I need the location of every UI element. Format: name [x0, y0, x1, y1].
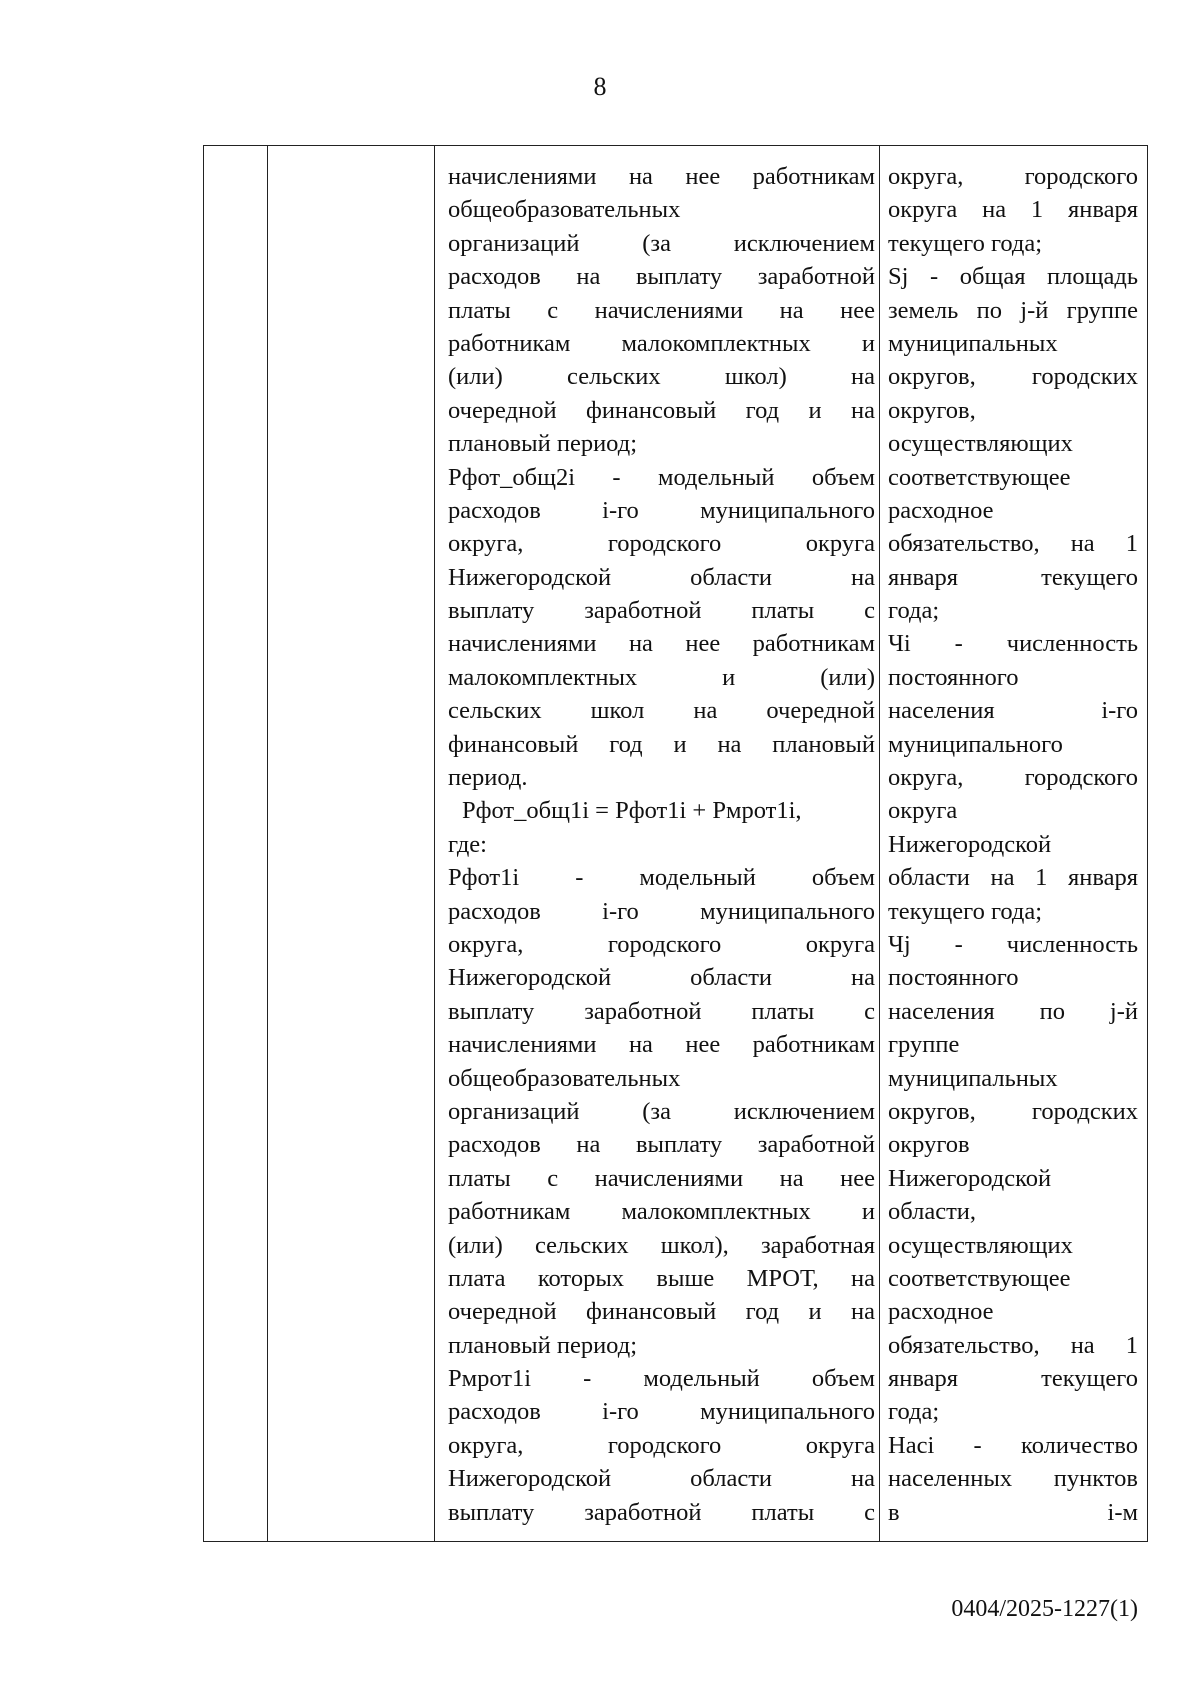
- text-line: Рфот_общ2i - модельный объем: [448, 463, 875, 491]
- text-line: земель по j-й группе: [888, 296, 1138, 324]
- text-line: малокомплектных и (или): [448, 663, 875, 691]
- text-line: текущего года;: [888, 229, 1043, 257]
- text-line: Нижегородской: [888, 830, 1052, 858]
- document-table: [203, 145, 1148, 1542]
- text-line: финансовый год и на плановый: [448, 730, 875, 758]
- text-line: осуществляющих: [888, 430, 1073, 458]
- text-line: округа, городского округа: [448, 1431, 875, 1459]
- text-line: расходов на выплату заработной: [448, 263, 875, 291]
- text-line: расходов на выплату заработной: [448, 1131, 875, 1159]
- text-line: (или) сельских школ), заработная: [448, 1231, 875, 1259]
- formula-description-column: [448, 160, 875, 1529]
- text-line: Нижегородской: [888, 1164, 1052, 1192]
- variable-definitions-column: [888, 160, 1138, 1529]
- text-line: выплату заработной платы с: [448, 597, 875, 625]
- text-line: работникам малокомплектных и: [448, 1198, 875, 1226]
- text-line: Чj - численность: [888, 930, 1138, 958]
- text-line: округов, городских: [888, 1097, 1138, 1125]
- text-line: общеобразовательных: [448, 1064, 681, 1092]
- text-line: текущего года;: [888, 897, 1043, 925]
- text-line: муниципальных: [888, 1064, 1058, 1092]
- column-divider-2: [434, 146, 435, 1541]
- text-line: округов: [888, 1131, 970, 1159]
- text-line: сельских школ на очередной: [448, 697, 875, 725]
- text-line: выплату заработной платы с: [448, 997, 875, 1025]
- text-line: января текущего: [888, 563, 1138, 591]
- text-line: соответствующее: [888, 463, 1071, 491]
- text-line: (или) сельских школ) на: [448, 363, 875, 391]
- text-line: Sj - общая площадь: [888, 263, 1138, 291]
- text-line: плановый период;: [448, 1331, 638, 1359]
- text-line: организаций (за исключением: [448, 229, 875, 257]
- text-line: Рфот_общ1i = Рфот1i + Рмрот1i,: [462, 797, 802, 825]
- page-number: 8: [593, 72, 607, 101]
- text-line: округа, городского округа: [448, 930, 875, 958]
- text-line: соответствующее: [888, 1264, 1071, 1292]
- text-line: Нижегородской области на: [448, 964, 875, 992]
- document-code: 0404/2025-1227(1): [951, 1596, 1138, 1622]
- text-line: округа, городского округа: [448, 530, 875, 558]
- text-line: где:: [448, 830, 487, 858]
- text-line: расходов i-го муниципального: [448, 496, 875, 524]
- text-line: округа: [888, 797, 958, 825]
- text-line: период.: [448, 764, 528, 792]
- text-line: осуществляющих: [888, 1231, 1073, 1259]
- text-line: населения i-го: [888, 697, 1138, 725]
- text-line: постоянного: [888, 964, 1019, 992]
- text-line: области,: [888, 1198, 977, 1226]
- text-line: общеобразовательных: [448, 196, 681, 224]
- text-line: муниципальных: [888, 329, 1058, 357]
- text-line: постоянного: [888, 663, 1019, 691]
- text-line: Нижегородской области на: [448, 563, 875, 591]
- text-line: округов, городских: [888, 363, 1138, 391]
- text-line: расходное: [888, 1298, 994, 1326]
- text-line: платы с начислениями на нее: [448, 296, 875, 324]
- text-line: округа, городского: [888, 163, 1138, 190]
- text-line: начислениями на нее работникам: [448, 163, 875, 190]
- text-line: округов,: [888, 396, 976, 424]
- text-line: муниципального: [888, 730, 1063, 758]
- text-line: Чi - численность: [888, 630, 1138, 658]
- text-line: начислениями на нее работникам: [448, 630, 875, 658]
- text-line: расходов i-го муниципального: [448, 1398, 875, 1426]
- text-line: плановый период;: [448, 430, 638, 458]
- text-line: очередной финансовый год и на: [448, 1298, 875, 1326]
- text-line: начислениями на нее работникам: [448, 1031, 875, 1059]
- text-line: января текущего: [888, 1365, 1138, 1393]
- text-line: области на 1 января: [888, 864, 1138, 892]
- text-line: работникам малокомплектных и: [448, 329, 875, 357]
- text-line: Рфот1i - модельный объем: [448, 864, 875, 892]
- text-line: платы с начислениями на нее: [448, 1164, 875, 1192]
- text-line: обязательство, на 1: [888, 530, 1138, 558]
- column-divider-1: [267, 146, 268, 1541]
- text-line: организаций (за исключением: [448, 1097, 875, 1125]
- text-line: населенных пунктов: [888, 1465, 1138, 1493]
- text-line: очередной финансовый год и на: [448, 396, 875, 424]
- text-line: группе: [888, 1031, 960, 1059]
- text-line: Рмрот1i - модельный объем: [448, 1365, 875, 1393]
- text-line: выплату заработной платы с: [448, 1498, 875, 1526]
- text-line: расходов i-го муниципального: [448, 897, 875, 925]
- text-line: года;: [888, 1398, 940, 1426]
- text-line: плата которых выше МРОТ, на: [448, 1264, 875, 1292]
- text-line: расходное: [888, 496, 994, 524]
- text-line: Нижегородской области на: [448, 1465, 875, 1493]
- text-line: обязательство, на 1: [888, 1331, 1138, 1359]
- column-divider-3: [879, 146, 880, 1541]
- text-line: населения по j-й: [888, 997, 1138, 1025]
- text-line: в i-м: [888, 1498, 1138, 1526]
- text-line: Насi - количество: [888, 1431, 1138, 1459]
- text-line: округа на 1 января: [888, 196, 1138, 224]
- text-line: года;: [888, 597, 940, 625]
- text-line: округа, городского: [888, 764, 1138, 792]
